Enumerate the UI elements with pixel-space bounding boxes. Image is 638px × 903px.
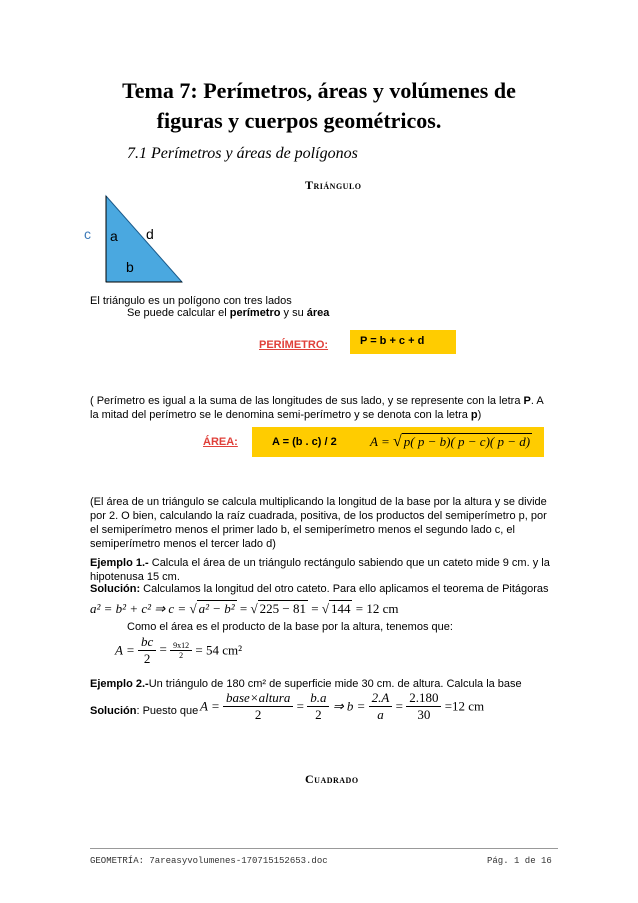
example1-solution: Solución: Calculamos la longitud del otro cateto. Para ello aplicamos el teorema de Pitágoras — [90, 583, 549, 595]
page-title-line2: figuras y cuerpos geométricos. — [156, 108, 442, 133]
intro-line2 — [127, 306, 329, 320]
area-formula: A = (b . c) / 2 — [272, 436, 337, 448]
intro-perimetro: perímetro — [229, 307, 281, 319]
example1-equation1: a² = b² + c² ⇒ c = √ a² − b² = √ 225 − 81 = √ 144 = 12 cm — [90, 601, 399, 616]
page-title-line1: Tema 7: Perímetros, áreas y volúmenes de — [122, 78, 516, 103]
section-triangle-heading: Triángulo — [305, 178, 362, 192]
perimetro-formula: P = b + c + d — [360, 335, 425, 347]
section-square-heading: Cuadrado — [305, 772, 359, 786]
example1-equation2: A = $\frac{bc}{2}$ = $\frac{9x12}{2}$ = 54 cm² — [115, 634, 242, 666]
triangle-label-b: b — [126, 259, 134, 275]
perimetro-explanation: ( Perímetro es igual a la suma de las longitudes de sus lado, y se represente con la letra P. A la mitad del perímetro se le denomina semi-perímetro y se denota con la letra p) — [90, 395, 544, 421]
example1-title: Ejemplo 1.- — [90, 557, 149, 569]
example2-solution-label-row: Solución: Puesto que — [90, 705, 199, 717]
triangle-label-d: d — [146, 226, 154, 242]
example1-statement: Ejemplo 1.- Calcula el área de un triángulo rectángulo sabiendo que un cateto mide 9 cm. y la hipotenusa 15 cm. — [90, 557, 550, 583]
triangle-figure — [86, 190, 186, 288]
intro-text-mid: y su — [280, 307, 307, 319]
triangle-label-c: c — [84, 226, 91, 242]
example1-solution-label: Solución: — [90, 583, 141, 595]
heron-formula: A = √ p( p − b)( p − c)( p − d) — [370, 433, 531, 450]
example2-solution-label: Solución — [90, 705, 137, 717]
intro-area: área — [306, 307, 330, 319]
footer-divider — [90, 848, 558, 849]
area-formula-box — [252, 427, 544, 457]
perimetro-label: PERÍMETRO: — [259, 339, 329, 351]
example2-title: Ejemplo 2.- — [90, 678, 149, 690]
perimetro-formula-box — [350, 330, 456, 354]
footer-page-number: Pág. 1 de 16 — [487, 856, 552, 866]
heron-radicand: p( p − b)( p − c)( p − d) — [403, 434, 531, 449]
intro-text: Se puede calcular el — [127, 307, 230, 319]
example2-statement: Ejemplo 2.-Un triángulo de 180 cm² de superficie mide 30 cm. de altura. Calcula la base — [90, 678, 522, 690]
footer-filename: GEOMETRÍA: 7areasyvolumenes-170715152653.doc — [90, 856, 328, 866]
area-explanation: (El área de un triángulo se calcula multiplicando la longitud de la base por la altura y se divide por 2. O bien, calculando la raíz cuadrada, positiva, de los productos del semiperímetro p, por el semiperímetro menos el primer lado b, el semiperímetro menos el segundo lado c, el semiperímetro menos el tercer lado d) — [90, 496, 547, 550]
triangle-label-a: a — [110, 228, 118, 244]
example1-text2: Como el área es el producto de la base por la altura, tenemos que: — [127, 621, 453, 633]
example2-equation: A = $\frac{\text{base×altura}}{2}$ = $\frac{b.a}{2}$ ⇒ b = $\frac{2.A}{a}$ = $\frac{2.180}{30}$ =12 cm — [200, 690, 485, 722]
intro-line1: El triángulo es un polígono con tres lados — [90, 295, 292, 307]
area-label: ÁREA: — [203, 436, 238, 448]
section-subtitle: 7.1 Perímetros y áreas de polígonos — [127, 145, 358, 162]
